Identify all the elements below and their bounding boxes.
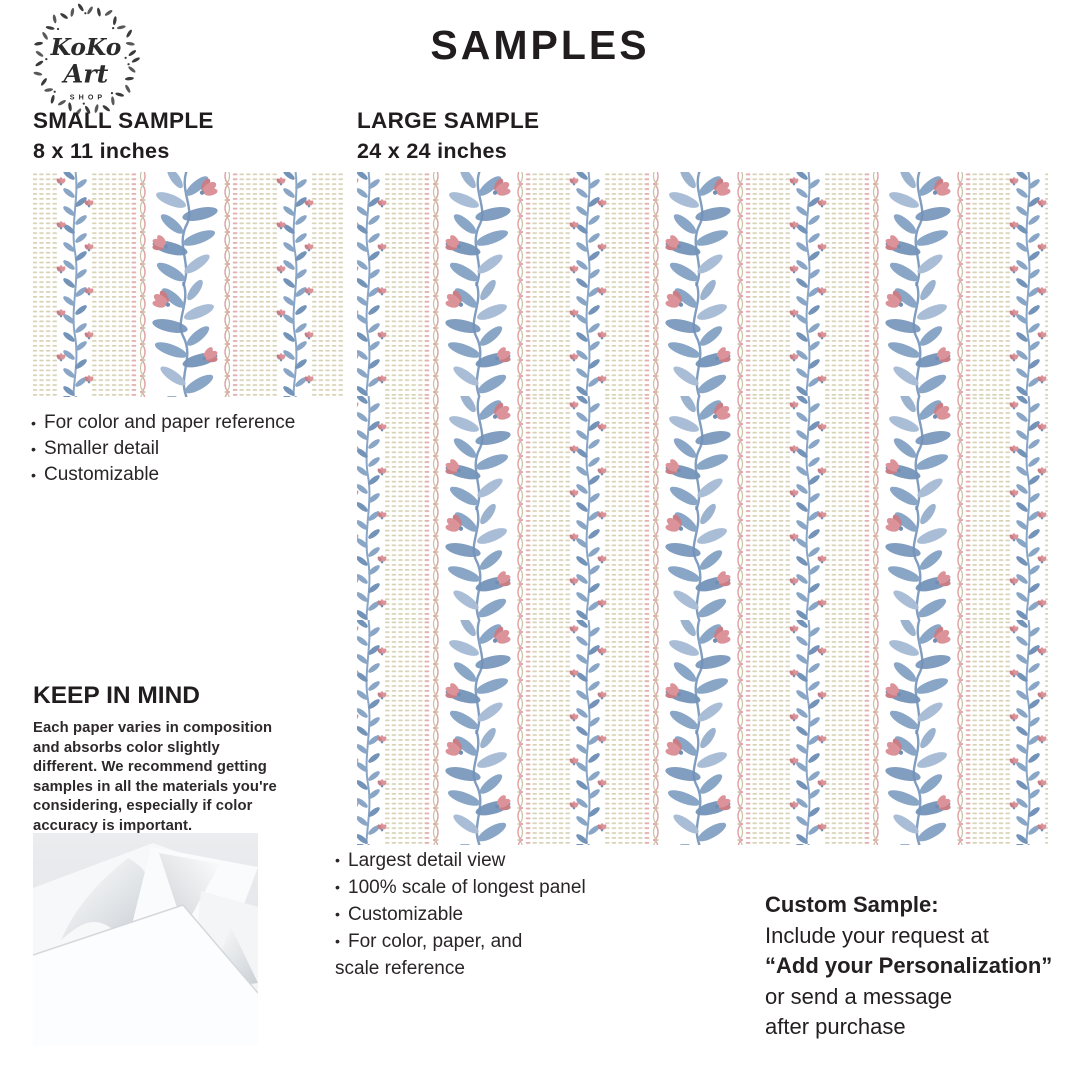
custom-sample-heading: Custom Sample: — [765, 892, 939, 917]
custom-sample-line: Include your request at — [765, 922, 989, 948]
bullet-text: 100% scale of longest panel — [348, 877, 586, 898]
list-item — [335, 874, 586, 901]
list-item-continuation — [335, 955, 586, 982]
list-item — [335, 847, 586, 874]
paper-sheets-illustration — [33, 833, 258, 1045]
small-sample-heading: SMALL SAMPLE — [33, 108, 214, 133]
small-sample-bullet-list — [31, 410, 295, 488]
logo-word-bottom: SHOP — [69, 93, 107, 102]
bullet-marker: • — [335, 907, 340, 923]
large-sample-size: 24 x 24 inches — [357, 139, 508, 163]
bullet-text: For color, paper, and — [348, 931, 523, 952]
large-sample-bullet-list — [335, 847, 586, 982]
logo-word-mid: Art — [63, 58, 109, 89]
bullet-marker: • — [335, 880, 340, 896]
logo-word-top: KoKo — [50, 32, 122, 61]
list-item — [31, 462, 295, 488]
bullet-marker: • — [31, 442, 36, 458]
large-sample-heading: LARGE SAMPLE — [357, 108, 540, 133]
paper-samples-photo — [33, 833, 258, 1045]
custom-sample-line: after purchase — [765, 1014, 906, 1039]
keep-in-mind-heading: KEEP IN MIND — [33, 682, 200, 709]
bullet-marker: • — [335, 853, 340, 869]
list-item — [335, 901, 586, 928]
custom-sample-line-bold: “Add your Personalization” — [765, 953, 1053, 978]
bullet-marker: • — [31, 416, 36, 432]
bullet-marker: • — [335, 934, 340, 950]
small-sample-swatch-image — [33, 172, 343, 397]
bullet-text: scale reference — [335, 958, 465, 979]
list-item — [31, 436, 295, 462]
bullet-text: Largest detail view — [348, 850, 506, 871]
bullet-text: Customizable — [44, 464, 160, 485]
custom-sample-line: or send a message — [765, 983, 953, 1009]
bullet-marker: • — [31, 468, 36, 484]
small-sample-size: 8 x 11 inches — [33, 139, 170, 163]
bullet-text: Customizable — [348, 904, 464, 925]
custom-sample-block — [765, 890, 1052, 1043]
list-item — [335, 928, 586, 955]
bullet-text: Smaller detail — [44, 438, 160, 459]
keep-in-mind-body: Each paper varies in composition and absorbs color slightly different. We recommend getting samples in all the materials you're considering, especially if color accuracy is important. — [33, 720, 277, 834]
list-item — [31, 410, 295, 436]
bullet-text: For color and paper reference — [44, 412, 296, 433]
page-title: SAMPLES — [430, 22, 650, 68]
large-sample-swatch-image — [357, 172, 1048, 845]
